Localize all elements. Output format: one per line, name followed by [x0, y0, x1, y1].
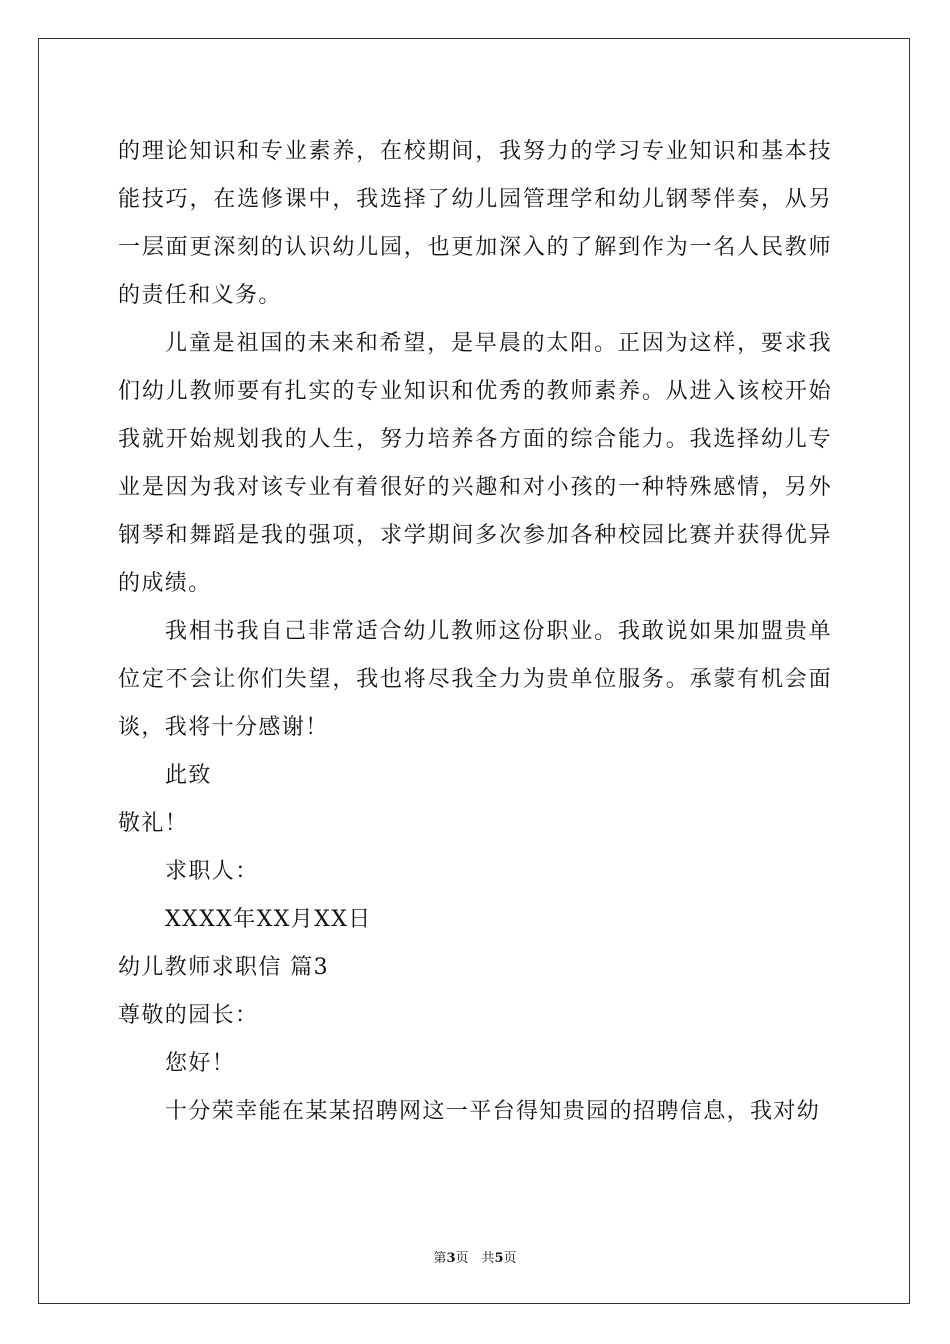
paragraph-3: 我相书我自己非常适合幼儿教师这份职业。我敢说如果加盟贵单位定不会让你们失望，我也将尽我全力为贵单位服务。承蒙有机会面谈，我将十分感谢！ — [118, 619, 832, 740]
footer-current-page: 3 — [446, 1251, 456, 1266]
footer-prefix: 第 — [433, 1251, 447, 1266]
salute-line: 敬礼！ — [118, 811, 189, 836]
paragraph-2: 儿童是祖国的未来和希望，是早晨的太阳。正因为这样，要求我们幼儿教师要有扎实的专业知识和优秀的教师素养。从进入该校开始我就开始规划我的人生，努力培养各方面的综合能力。我选择幼儿专业是因为我对该专业有着很好的兴趣和对小孩的一种特殊感情，另外钢琴和舞蹈是我的强项，求学期间多次参加各种校园比赛并获得优异的成绩。 — [118, 331, 832, 596]
hello-line: 您好！ — [165, 1051, 236, 1076]
closing-line: 此致 — [165, 763, 212, 788]
page-footer — [0, 1247, 950, 1266]
greeting-line: 尊敬的园长： — [118, 1003, 259, 1028]
last-paragraph: 十分荣幸能在某某招聘网这一平台得知贵园的招聘信息，我对幼 — [165, 1099, 821, 1124]
paragraph-1: 的理论知识和专业素养，在校期间，我努力的学习专业知识和基本技能技巧，在选修课中，我选择了幼儿园管理学和幼儿钢琴伴奏，从另一层面更深刻的认识幼儿园，也更加深入的了解到作为一名人民教师的责任和义务。 — [118, 139, 832, 308]
footer-mid: 页 共 — [455, 1251, 495, 1266]
footer-suffix: 页 — [503, 1251, 517, 1266]
section-title: 幼儿教师求职信 篇3 — [118, 955, 329, 980]
applicant-label: 求职人： — [165, 859, 259, 884]
document-body — [118, 128, 832, 1136]
footer-total-pages: 5 — [494, 1251, 504, 1266]
date-line: XXXX年XX月XX日 — [165, 907, 372, 932]
